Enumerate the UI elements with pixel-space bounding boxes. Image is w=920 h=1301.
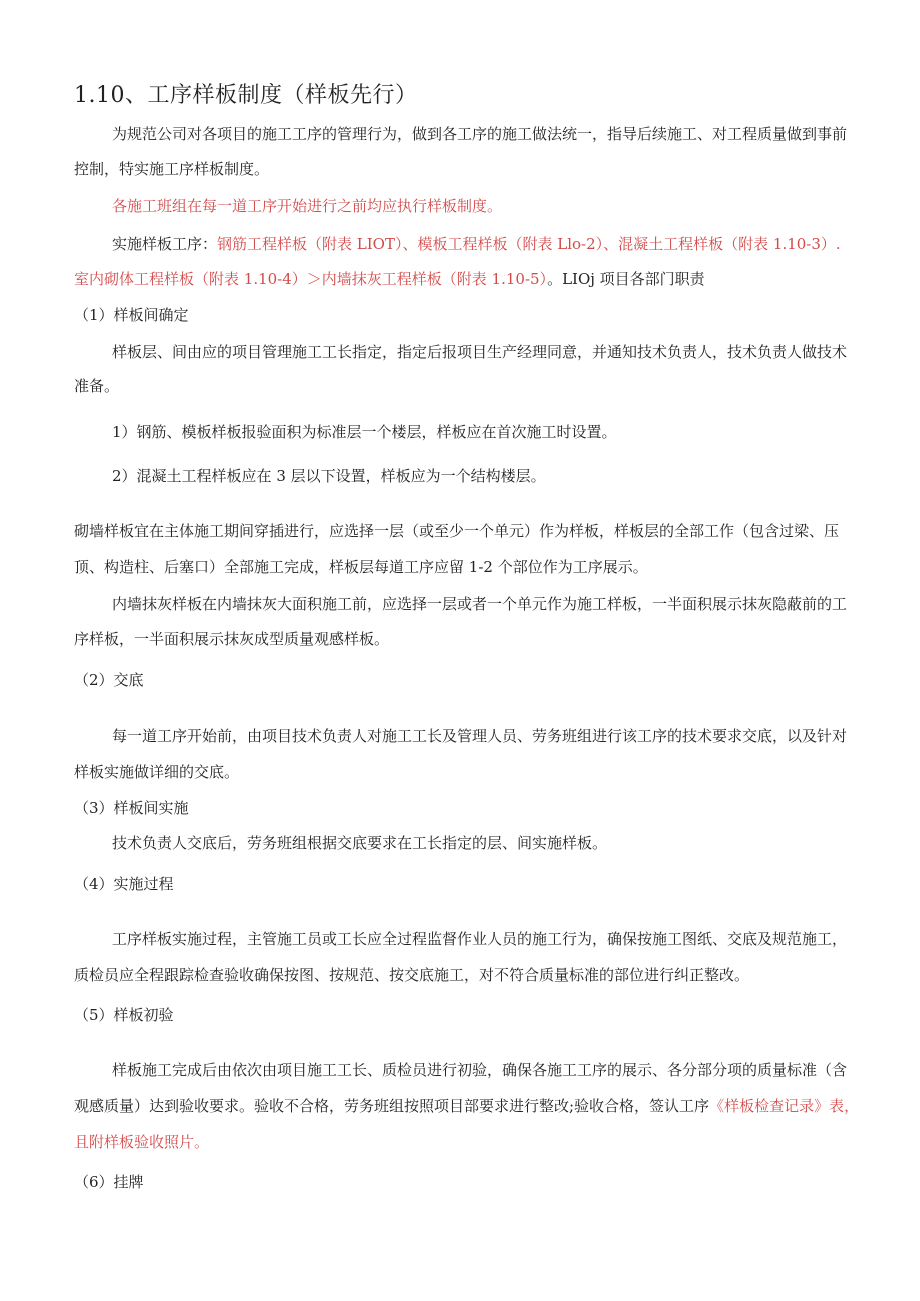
sec1-item-2: 2）混凝土工程样板应在 3 层以下设置，样板应为一个结构楼层。: [112, 467, 546, 485]
sec1-p2-line-1: 砌墙样板宜在主体施工期间穿插进行，应选择一层（或至少一个单元）作为样板，样板层的全部工作（包含过梁、压: [74, 522, 840, 540]
implement-items-1: 钢筋工程样板（附表 LIOT）、模板工程样板（附表 Llo-2）、混凝土工程样板（附表 1.10-3）.: [217, 235, 841, 253]
implement-items-2: 室内砌体工程样板（附表 1.10-4）＞内墙抹灰工程样板（附表 1.10-5）: [74, 270, 548, 288]
sec5-record-link: 《样板检查记录》表，: [709, 1097, 860, 1115]
sec1-item-1: 1）钢筋、模板样板报验面积为标准层一个楼层，样板应在首次施工时设置。: [112, 423, 617, 441]
implement-suffix: 。LIOj 项目各部门职责: [547, 270, 705, 288]
sec1-p1-line-1: 样板层、间由应的项目管理施工工长指定，指定后报项目生产经理同意，并通知技术负责人，技术负责人做技术: [112, 343, 848, 361]
sec5-p-line-1: 样板施工完成后由依次由项目施工工长、质检员进行初验，确保各施工工序的展示、各分部分项的质量标准（含: [112, 1061, 848, 1079]
sec2-p-line-2: 样板实施做详细的交底。: [74, 763, 240, 781]
implement-prefix: 实施样板工序：: [112, 235, 218, 253]
sec1-p3-line-1: 内墙抹灰样板在内墙抹灰大面积施工前，应选择一层或者一个单元作为施工样板，一半面积展示抹灰隐蔽前的工: [112, 595, 848, 613]
sec5-title: （5）样板初验: [74, 1006, 174, 1024]
rule-highlight: 各施工班组在每一道工序开始进行之前均应执行样板制度。: [112, 197, 503, 215]
sec2-p-line-1: 每一道工序开始前，由项目技术负责人对施工工长及管理人员、劳务班组进行该工序的技术要求交底，以及针对: [112, 727, 848, 745]
sec1-title: （1）样板间确定: [74, 306, 189, 324]
section-heading: 1.10、工序样板制度（样板先行）: [74, 83, 418, 108]
sec5-p-line-3: 且附样板验收照片。: [74, 1133, 210, 1151]
sec6-title: （6）挂牌: [74, 1173, 144, 1191]
intro-line-2: 控制，特实施工序样板制度。: [74, 160, 270, 178]
sec5-p-line-2: [74, 1096, 859, 1116]
implement-line-2: [74, 269, 705, 289]
sec4-title: （4）实施过程: [74, 875, 174, 893]
sec4-p-line-1: 工序样板实施过程，主管施工员或工长应全过程监督作业人员的施工行为，确保按施工图纸、交底及规范施工，: [112, 930, 848, 948]
sec3-p: 技术负责人交底后，劳务班组根据交底要求在工长指定的层、间实施样板。: [112, 834, 608, 852]
intro-line-1: 为规范公司对各项目的施工工序的管理行为，做到各工序的施工做法统一，指导后续施工、对工程质量做到事前: [112, 125, 848, 143]
sec1-p2-line-2: 顶、构造柱、后塞口）全部施工完成，样板层每道工序应留 1-2 个部位作为工序展示。: [74, 558, 648, 576]
sec2-title: （2）交底: [74, 671, 144, 689]
sec1-p3-line-2: 序样板，一半面积展示抹灰成型质量观感样板。: [74, 630, 390, 648]
implement-line-1: [112, 234, 841, 254]
sec5-p-line-2-text: 观感质量）达到验收要求。验收不合格，劳务班组按照项目部要求进行整改;验收合格，签认工序: [74, 1097, 710, 1115]
sec3-title: （3）样板间实施: [74, 799, 189, 817]
sec1-p1-line-2: 准备。: [74, 377, 120, 395]
sec4-p-line-2: 质检员应全程跟踪检查验收确保按图、按规范、按交底施工，对不符合质量标准的部位进行纠正整改。: [74, 966, 750, 984]
